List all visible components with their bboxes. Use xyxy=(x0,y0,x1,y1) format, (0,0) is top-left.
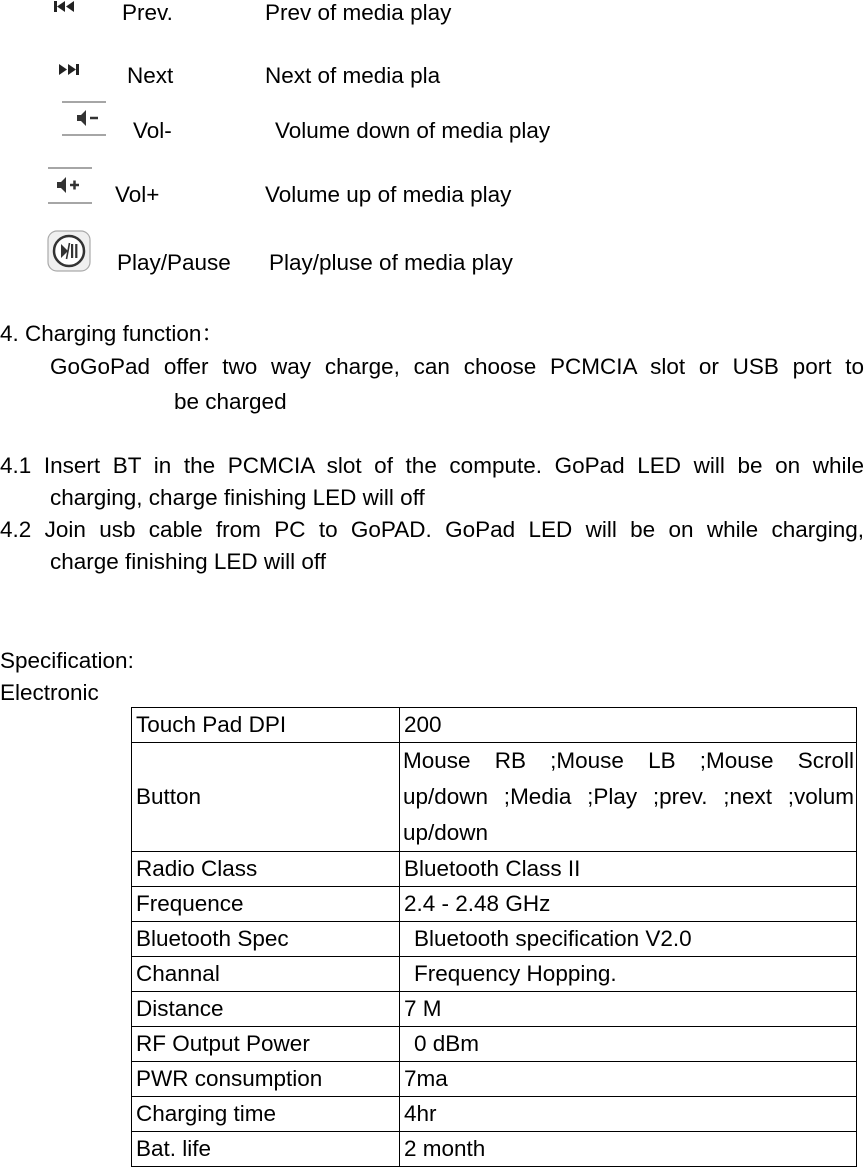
button-value-line: up/down ;Media ;Play ;prev. ;next ;volum xyxy=(403,784,854,809)
table-row xyxy=(132,922,857,957)
table-row xyxy=(132,708,857,743)
spec-key: Frequence xyxy=(132,887,400,922)
next-label: Next xyxy=(127,63,174,88)
table-row xyxy=(132,1132,857,1167)
charging-heading: 4. Charging function： xyxy=(0,321,224,346)
specification-heading: Specification: xyxy=(0,648,134,673)
spec-value: 7 M xyxy=(400,992,857,1027)
prev-label: Prev. xyxy=(122,0,173,25)
play-pause-icon xyxy=(47,230,91,272)
play-pause-label: Play/Pause xyxy=(117,250,231,275)
spec-value: 7ma xyxy=(400,1062,857,1097)
spec-value: Bluetooth specification V2.0 xyxy=(400,922,857,957)
charging-intro-line2: be charged xyxy=(174,389,287,414)
volume-up-icon xyxy=(48,167,92,205)
charging-item1-line1: 4.1 Insert BT in the PCMCIA slot of the compute. GoPad LED will be on while xyxy=(0,453,864,478)
table-row xyxy=(132,887,857,922)
spec-key: Radio Class xyxy=(132,852,400,887)
spec-key: Touch Pad DPI xyxy=(132,708,400,743)
table-row xyxy=(132,743,857,852)
spec-value: 200 xyxy=(400,708,857,743)
spec-value: 2 month xyxy=(400,1132,857,1167)
charging-intro-line1: GoGoPad offer two way charge, can choose PCMCIA slot or USB port to xyxy=(50,354,864,379)
charging-item2-line2: charge finishing LED will off xyxy=(50,549,326,574)
spec-value: Bluetooth Class II xyxy=(400,852,857,887)
table-row xyxy=(132,992,857,1027)
spec-value xyxy=(400,743,857,852)
electronic-subheading: Electronic xyxy=(0,680,99,705)
spec-value: Frequency Hopping. xyxy=(400,957,857,992)
vol-up-label: Vol+ xyxy=(115,182,160,207)
charging-item1-line2: charging, charge finishing LED will off xyxy=(50,485,425,510)
spec-key: PWR consumption xyxy=(132,1062,400,1097)
next-description: Next of media pla xyxy=(265,63,441,88)
button-value-line: up/down xyxy=(403,820,489,845)
spec-key: Channal xyxy=(132,957,400,992)
button-value-line: Mouse RB ;Mouse LB ;Mouse Scroll xyxy=(403,748,854,773)
spec-key: Bluetooth Spec xyxy=(132,922,400,957)
spec-key: Button xyxy=(132,743,400,852)
spec-key: Charging time xyxy=(132,1097,400,1132)
table-row xyxy=(132,1027,857,1062)
volume-down-icon xyxy=(62,101,106,137)
specification-table xyxy=(131,707,857,1167)
play-pause-description: Play/pluse of media play xyxy=(269,250,513,275)
vol-down-label: Vol- xyxy=(133,118,172,143)
next-icon xyxy=(57,63,81,77)
spec-key: Distance xyxy=(132,992,400,1027)
spec-value: 0 dBm xyxy=(400,1027,857,1062)
spec-key: Bat. life xyxy=(132,1132,400,1167)
table-row xyxy=(132,1062,857,1097)
charging-item2-line1: 4.2 Join usb cable from PC to GoPAD. GoPad LED will be on while charging, xyxy=(0,517,864,542)
spec-value: 4hr xyxy=(400,1097,857,1132)
table-row xyxy=(132,852,857,887)
prev-description: Prev of media play xyxy=(265,0,452,25)
prev-icon xyxy=(53,0,77,14)
table-row xyxy=(132,1097,857,1132)
spec-key: RF Output Power xyxy=(132,1027,400,1062)
table-row xyxy=(132,957,857,992)
spec-value: 2.4 - 2.48 GHz xyxy=(400,887,857,922)
vol-down-description: Volume down of media play xyxy=(275,118,551,143)
vol-up-description: Volume up of media play xyxy=(265,182,512,207)
